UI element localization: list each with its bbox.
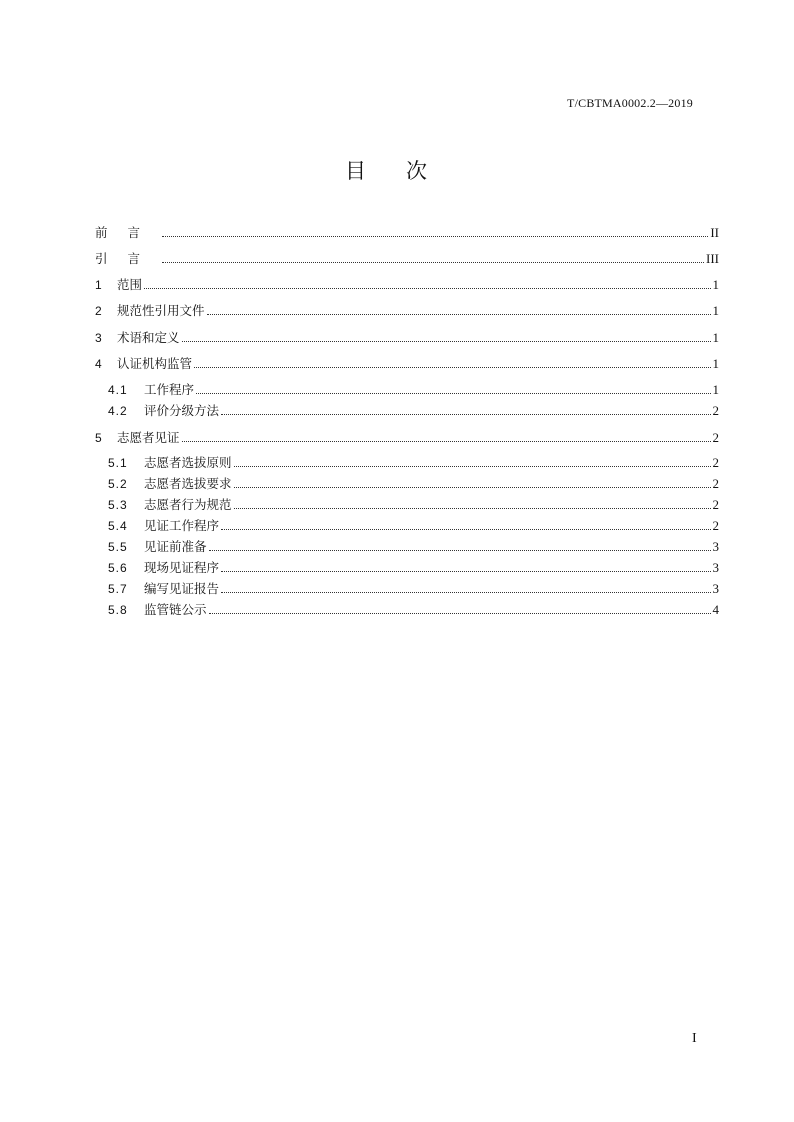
toc-entry-page: 2 [712, 403, 719, 418]
toc-leader-dots [209, 612, 711, 614]
toc-entry-number: 5.1 [108, 456, 128, 470]
toc-entry-number: 5 [95, 431, 102, 445]
toc-entry-label: 编写见证报告 [144, 581, 220, 596]
toc-entry-number: 4.1 [108, 383, 128, 397]
toc-entry-number: 4 [95, 357, 102, 371]
toc-entry-label: 见证工作程序 [144, 518, 220, 533]
toc-entry-label: 工作程序 [144, 382, 195, 397]
toc-entry-number: 4.2 [108, 404, 128, 418]
toc-entry-number: 5.4 [108, 519, 128, 533]
toc-entry-label: 认证机构监管 [117, 356, 193, 371]
toc-entry[interactable] [95, 328, 719, 346]
toc-entry[interactable] [108, 516, 719, 534]
toc-leader-dots [221, 413, 710, 415]
toc-leader-dots [207, 313, 711, 315]
toc-leader-dots [162, 235, 708, 237]
toc-entry-label: 术语和定义 [117, 330, 180, 345]
toc-entry[interactable] [108, 474, 719, 492]
toc-leader-dots [221, 528, 710, 530]
toc-entry-page: 3 [712, 581, 719, 596]
toc-entry-page: 3 [712, 560, 719, 575]
toc-entry-page: 1 [712, 382, 719, 397]
toc-leader-dots [234, 486, 711, 488]
toc-leader-dots [182, 340, 711, 342]
toc-entry[interactable] [95, 275, 719, 293]
toc-entry-number: 5.8 [108, 603, 128, 617]
toc-entry[interactable] [108, 537, 719, 555]
toc-entry-label: 规范性引用文件 [117, 303, 205, 318]
toc-entry[interactable] [108, 380, 719, 398]
toc-entry-page: 2 [712, 430, 719, 445]
toc-entry-page: 3 [712, 539, 719, 554]
toc-entry-number: 5.2 [108, 477, 128, 491]
toc-entry-page: 1 [712, 303, 719, 318]
toc-entry-page: III [706, 251, 719, 266]
toc-entry-page: 2 [712, 476, 719, 491]
toc-entry-label: 志愿者选拔要求 [144, 476, 232, 491]
toc-entry-number: 5.5 [108, 540, 128, 554]
toc-entry-number: 2 [95, 304, 102, 318]
toc-leader-dots [144, 287, 710, 289]
toc-entry-number: 3 [95, 331, 102, 345]
toc-entry-label: 引言 [95, 251, 161, 266]
toc-entry[interactable] [108, 495, 719, 513]
toc-entry-number: 1 [95, 278, 102, 292]
toc-leader-dots [182, 440, 711, 442]
toc-entry-page: 4 [712, 602, 719, 617]
toc-leader-dots [162, 261, 704, 263]
toc-entry[interactable] [95, 428, 719, 446]
toc-entry[interactable] [95, 354, 719, 372]
toc-entry-label: 志愿者见证 [117, 430, 180, 445]
toc-entry-page: 1 [712, 277, 719, 292]
toc-leader-dots [234, 465, 711, 467]
toc-entry-label: 见证前准备 [144, 539, 207, 554]
toc-entry[interactable] [108, 579, 719, 597]
toc-entry-page: 1 [712, 356, 719, 371]
toc-entry-number: 5.7 [108, 582, 128, 596]
document-code: T/CBTMA0002.2—2019 [567, 96, 693, 110]
toc-entry-label: 监管链公示 [144, 602, 207, 617]
toc-leader-dots [234, 507, 711, 509]
toc-entry-page: 2 [712, 518, 719, 533]
toc-entry-page: II [710, 225, 719, 240]
toc-entry-label: 志愿者选拔原则 [144, 455, 232, 470]
toc-entry-page: 1 [712, 330, 719, 345]
toc-entry-label: 前言 [95, 225, 161, 240]
toc-entry-label: 评价分级方法 [144, 403, 220, 418]
toc-entry-intro[interactable] [95, 249, 719, 267]
toc-entry[interactable] [108, 453, 719, 471]
toc-entry-label: 现场见证程序 [144, 560, 220, 575]
toc-entry-page: 2 [712, 455, 719, 470]
toc-entry-page: 2 [712, 497, 719, 512]
toc-entry-preface[interactable] [95, 223, 719, 241]
toc-title: 目次 [345, 159, 467, 183]
toc-leader-dots [194, 366, 710, 368]
toc-entry[interactable] [108, 558, 719, 576]
toc-entry-number: 5.6 [108, 561, 128, 575]
toc-leader-dots [221, 591, 710, 593]
toc-entry[interactable] [95, 301, 719, 319]
toc-entry[interactable] [108, 401, 719, 419]
page-number: I [692, 1031, 697, 1046]
toc-entry-label: 志愿者行为规范 [144, 497, 232, 512]
toc-leader-dots [221, 570, 710, 572]
toc-entry-number: 5.3 [108, 498, 128, 512]
toc-leader-dots [209, 549, 711, 551]
toc-entry-label: 范围 [117, 277, 143, 292]
toc-leader-dots [196, 392, 710, 394]
toc-entry[interactable] [108, 600, 719, 618]
